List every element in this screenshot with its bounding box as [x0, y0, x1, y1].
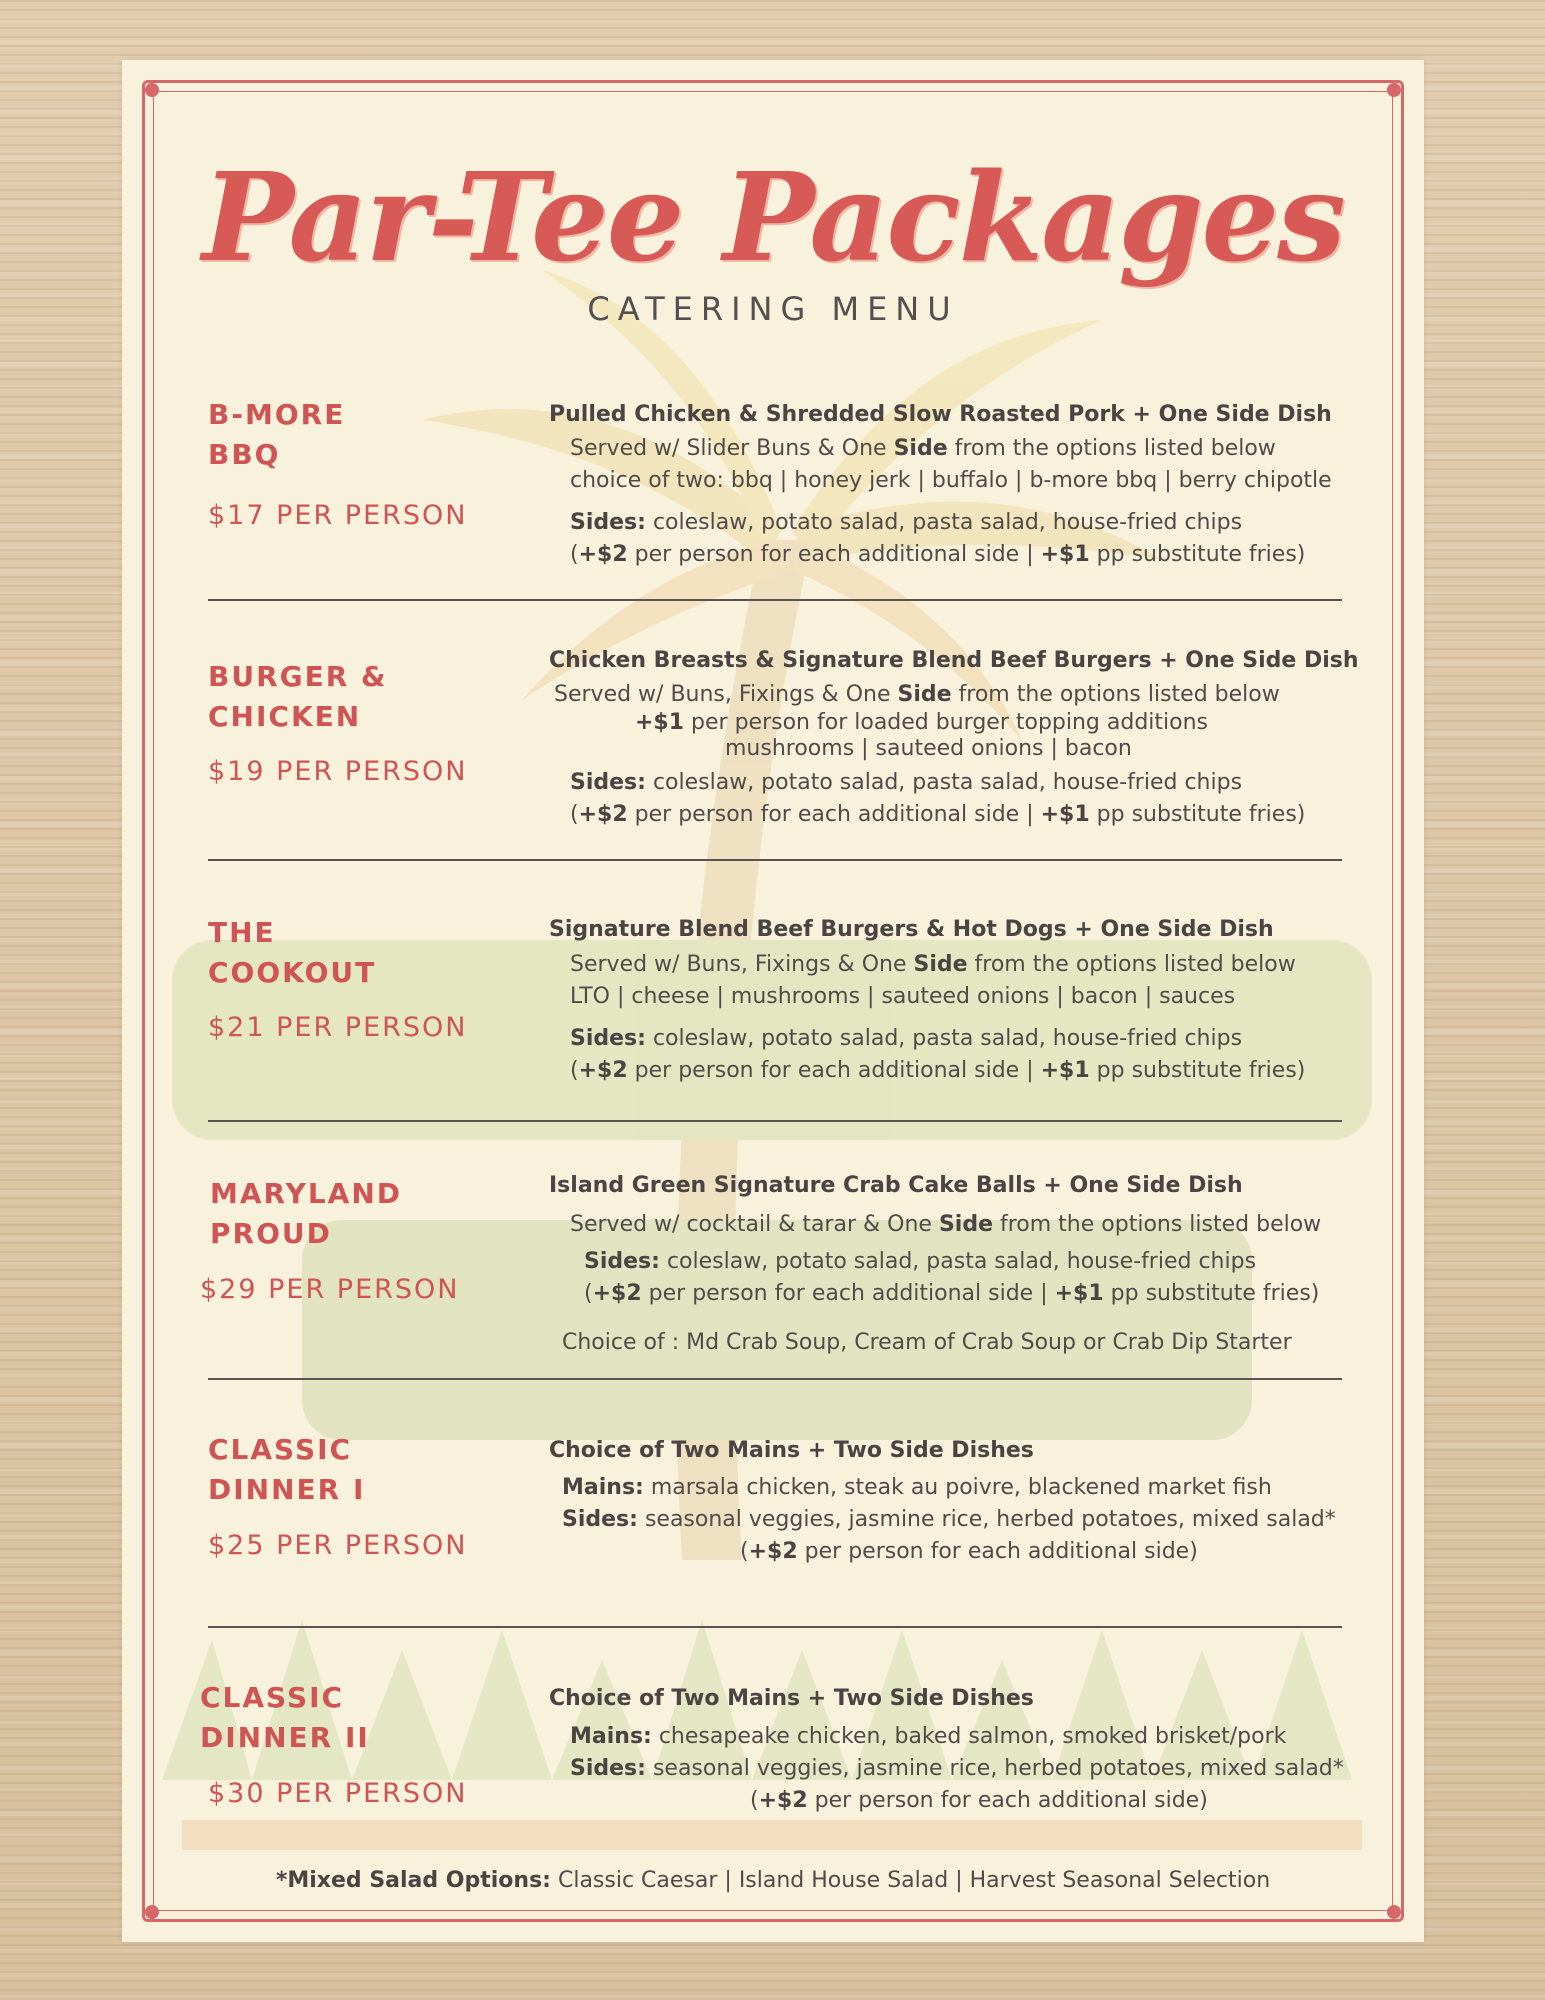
- served-line: Served w/ cocktail & tarar & One Side from the options listed below: [570, 1212, 1322, 1237]
- package-heading: Chicken Breasts & Signature Blend Beef Burgers + One Side Dish: [549, 648, 1359, 673]
- addon-line: (+$2 per person for each additional side): [740, 1539, 1198, 1564]
- package-price: $19 PER PERSON: [208, 756, 468, 787]
- sides-line: Sides: coleslaw, potato salad, pasta salad, house-fried chips: [584, 1249, 1257, 1274]
- sides-line: Sides: coleslaw, potato salad, pasta salad, house-fried chips: [570, 510, 1243, 535]
- package-price: $25 PER PERSON: [208, 1530, 468, 1561]
- mains-line: Mains: chesapeake chicken, baked salmon, smoked brisket/pork: [570, 1724, 1287, 1749]
- section-divider: [208, 599, 1342, 601]
- served-line: Served w/ Buns, Fixings & One Side from the options listed below: [570, 952, 1296, 977]
- package-name: THE COOKOUT: [208, 916, 377, 989]
- package-heading: Pulled Chicken & Shredded Slow Roasted Pork + One Side Dish: [549, 402, 1332, 427]
- package-name: CLASSIC DINNER I: [208, 1433, 366, 1506]
- topping-options-line: LTO | cheese | mushrooms | sauteed onions | bacon | sauces: [570, 984, 1236, 1009]
- corner-dot-icon: [145, 1905, 159, 1919]
- addon-line: (+$2 per person for each additional side | +$1 pp substitute fries): [570, 542, 1306, 567]
- sides-line: Sides: seasonal veggies, jasmine rice, herbed potatoes, mixed salad*: [570, 1756, 1344, 1781]
- package-heading: Choice of Two Mains + Two Side Dishes: [549, 1686, 1034, 1711]
- corner-dot-icon: [145, 83, 159, 97]
- section-divider: [208, 1626, 1342, 1628]
- package-heading: Island Green Signature Crab Cake Balls + One Side Dish: [549, 1173, 1243, 1198]
- package-heading: Choice of Two Mains + Two Side Dishes: [549, 1438, 1034, 1463]
- page-subtitle: CATERING MENU: [587, 290, 959, 328]
- served-line: Served w/ Slider Buns & One Side from the options listed below: [570, 436, 1276, 461]
- addon-line: (+$2 per person for each additional side | +$1 pp substitute fries): [570, 802, 1306, 827]
- addon-line: (+$2 per person for each additional side): [750, 1788, 1208, 1813]
- sides-line: Sides: seasonal veggies, jasmine rice, herbed potatoes, mixed salad*: [562, 1507, 1336, 1532]
- topping-options-line: mushrooms | sauteed onions | bacon: [725, 736, 1132, 761]
- package-name: CLASSIC DINNER II: [200, 1681, 370, 1754]
- corner-dot-icon: [1387, 1905, 1401, 1919]
- sauce-options-line: choice of two: bbq | honey jerk | buffalo | b-more bbq | berry chipotle: [570, 468, 1332, 493]
- package-name: MARYLAND PROUD: [210, 1177, 403, 1250]
- package-price: $17 PER PERSON: [208, 500, 468, 531]
- sides-line: Sides: coleslaw, potato salad, pasta salad, house-fried chips: [570, 1026, 1243, 1051]
- package-price: $29 PER PERSON: [200, 1274, 460, 1305]
- corner-dot-icon: [1387, 83, 1401, 97]
- mains-line: Mains: marsala chicken, steak au poivre, blackened market fish: [562, 1475, 1272, 1500]
- section-divider: [208, 1120, 1342, 1122]
- package-price: $21 PER PERSON: [208, 1012, 468, 1043]
- package-heading: Signature Blend Beef Burgers & Hot Dogs + One Side Dish: [549, 917, 1274, 942]
- starter-choice-line: Choice of : Md Crab Soup, Cream of Crab Soup or Crab Dip Starter: [562, 1330, 1292, 1355]
- package-price: $30 PER PERSON: [208, 1778, 468, 1809]
- sides-line: Sides: coleslaw, potato salad, pasta salad, house-fried chips: [570, 770, 1243, 795]
- section-divider: [208, 859, 1342, 861]
- package-name: B-MORE BBQ: [208, 398, 346, 471]
- mixed-salad-footnote: *Mixed Salad Options: Classic Caesar | Island House Salad | Harvest Seasonal Selection: [275, 1868, 1271, 1893]
- page-title: Par-Tee Packages: [202, 145, 1344, 289]
- topping-line: +$1 per person for loaded burger topping additions: [635, 710, 1209, 735]
- addon-line: (+$2 per person for each additional side | +$1 pp substitute fries): [570, 1058, 1306, 1083]
- served-line: Served w/ Buns, Fixings & One Side from the options listed below: [554, 682, 1280, 707]
- menu-card: [122, 60, 1424, 1942]
- addon-line: (+$2 per person for each additional side | +$1 pp substitute fries): [584, 1281, 1320, 1306]
- package-name: BURGER & CHICKEN: [208, 660, 388, 733]
- section-divider: [208, 1378, 1342, 1380]
